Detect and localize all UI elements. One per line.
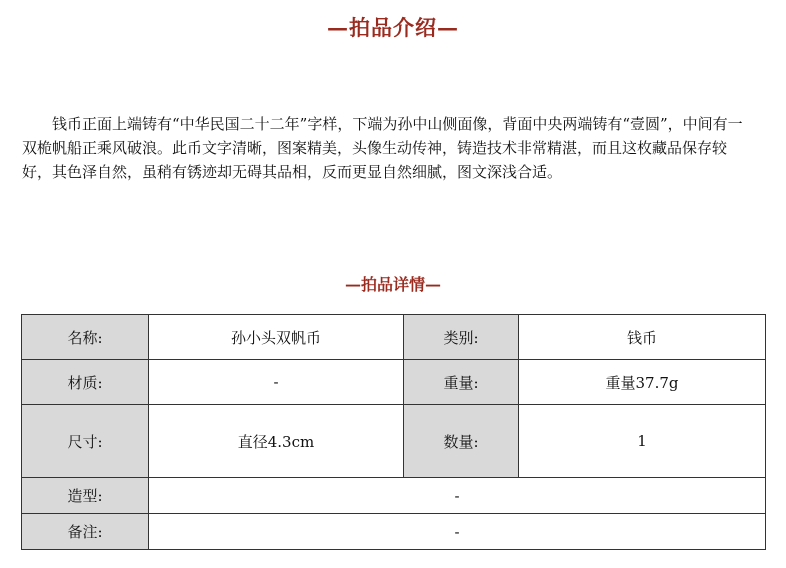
remark-label: 备注: [22,514,149,550]
category-value: 钱币 [519,315,766,360]
shape-label: 造型: [22,478,149,514]
name-label: 名称: [22,315,149,360]
size-value: 直径4.3cm [149,405,404,478]
details-title: —拍品详情— [344,275,441,294]
shape-value: - [149,478,766,514]
row-material-weight [22,360,766,405]
weight-label: 重量: [404,360,519,405]
material-label: 材质: [22,360,149,405]
row-remark [22,514,766,550]
size-label: 尺寸: [22,405,149,478]
quantity-value: 1 [519,405,766,478]
intro-title: —拍品介绍— [327,15,459,40]
material-value: - [149,360,404,405]
category-label: 类别: [404,315,519,360]
quantity-label: 数量: [404,405,519,478]
row-name-category [22,315,766,360]
details-table [21,314,766,550]
weight-value: 重量37.7g [519,360,766,405]
intro-description: 钱币正面上端铸有“中华民国二十二年”字样，下端为孙中山侧面像，背面中央两端铸有“壹圆”，中间有一双桅帆船正乘风破浪。此币文字清晰，图案精美，头像生动传神，铸造技术非常精湛，而且这枚藏品保存较好，其色泽自然，虽稍有锈迹却无碍其品相，反而更显自然细腻，图文深浅合适。 [22,115,743,181]
name-value: 孙小头双帆币 [149,315,404,360]
row-shape [22,478,766,514]
row-size-quantity [22,405,766,478]
remark-value: - [149,514,766,550]
